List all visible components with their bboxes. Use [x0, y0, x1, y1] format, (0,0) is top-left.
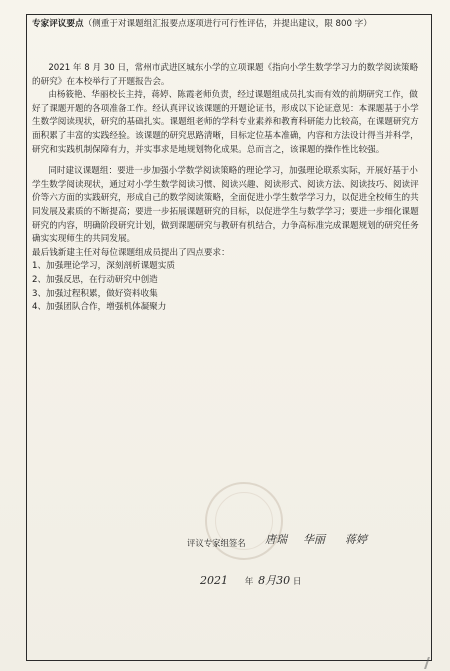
requirement-item: 4、加强团队合作，增强机体凝聚力	[32, 302, 167, 313]
date-day-unit: 日	[292, 577, 302, 587]
signature-2: 华丽	[303, 533, 325, 546]
paragraph-suggestions: 同时建议课题组：要进一步加强小学数学阅读策略的理论学习，加强理论联系实际，开展好基于小学生数学阅读现状，通过对小学生数学阅读习惯、阅读兴趣、阅读形式、阅读方法、阅读技巧、阅读评价等六方面的实践研究，形成自己的数学阅读策略，全面促进小学生数学学习力，以促进全校师生的共同发展及素质的不断提高；要进一步拓展课题研究的目标，以促进学生与数学学习；要进一步细化课题研究的内容，明确阶段研究计划，做到课题研究与教研有机结合，力争高标准完成课题规划的研究任务确实实现师生的共同发展。	[32, 166, 419, 245]
signature-3: 蒋婷	[345, 533, 367, 546]
section-title: 专家评议要点	[32, 19, 84, 29]
section-header	[32, 18, 424, 31]
requirement-item: 3、加强过程积累，做好资料收集	[32, 288, 158, 299]
review-body	[32, 58, 424, 315]
requirement-item: 1、加强理论学习，深刻剖析课题实质	[32, 261, 175, 272]
date-line	[200, 572, 301, 588]
requirements-list	[32, 260, 424, 314]
date-month-day: 8月30	[258, 574, 291, 587]
signature-1: 唐瑞	[265, 533, 287, 546]
date-year-unit: 年	[244, 577, 254, 587]
date-year: 2021	[200, 574, 228, 587]
section-note: （侧重于对课题组汇报要点逐项进行可行性评估，并提出建议，限 800 字）	[83, 19, 372, 29]
paragraph-evaluation: 由杨筱艳、华丽校长主持，蒋婷、陈霞老师负责，经过课题组成员扎实而有效的前期研究工作，做好了课题开题的各项准备工作。经认真评议该课题的开题论证书，形成以下论证意见：本课题基于小学生数学阅读现状，研究的基础扎实。课题组老师的学科专业素养和教育科研能力比较高，在课题研究方面积累了丰富的实践经验。该课题的研究思路清晰，目标定位基本准确，内容和方法设计得当并科学，研究和实践机制保障有力，并实事求是地规划物化成果。总而言之，该课题的操作性比较强。	[32, 90, 419, 155]
signature-label: 评议专家组签名	[187, 538, 246, 548]
signature-row	[187, 531, 432, 557]
requirement-item: 2、加强反思，在行动研究中创造	[32, 274, 158, 285]
paragraph-closing: 最后钱新建主任对每位课题组成员提出了四点要求：	[32, 247, 230, 258]
paragraph-meeting: 2021 年 8 月 30 日，常州市武进区城东小学的立项课题《指向小学生数学学习力的数学阅读策略的研究》在本校举行了开题报告会。	[32, 63, 419, 87]
